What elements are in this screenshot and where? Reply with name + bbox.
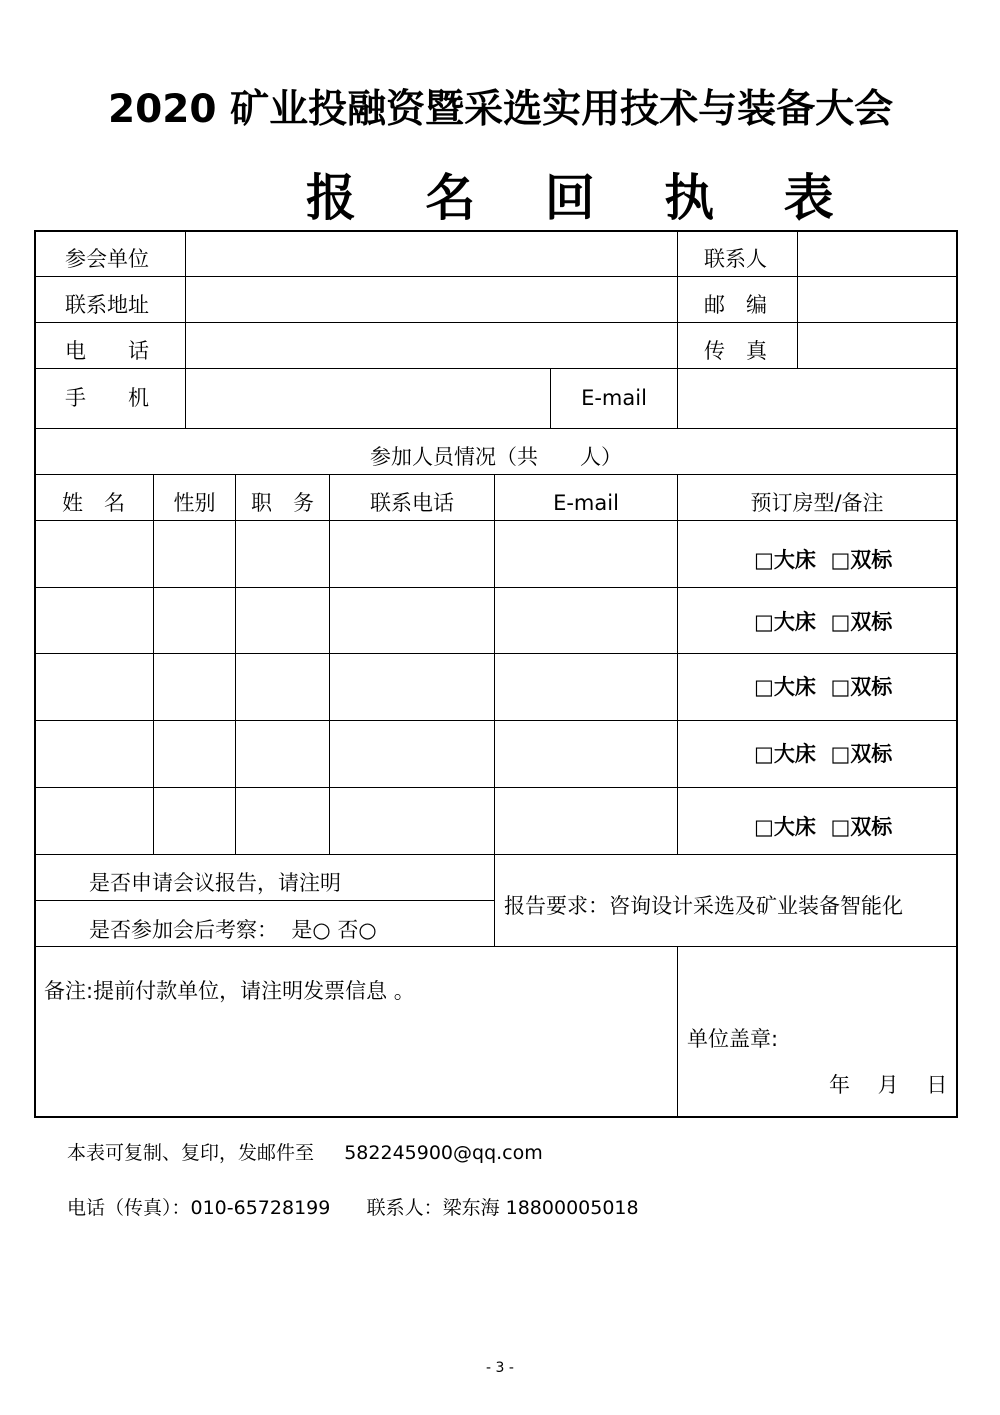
room-options xyxy=(754,742,892,766)
report-requirement: 报告要求：咨询设计采选及矿业装备智能化 xyxy=(504,894,903,918)
room-options xyxy=(754,815,892,839)
room-options xyxy=(754,675,892,699)
footer-copy-line xyxy=(67,1138,543,1165)
page-number: - 3 - xyxy=(486,1360,514,1376)
twin-label: 双标 xyxy=(850,815,893,839)
tour-label: 是否参加会后考察： xyxy=(89,918,278,942)
row-divider xyxy=(34,946,958,947)
king-checkbox[interactable]: □ xyxy=(754,610,774,634)
col-divider xyxy=(329,474,330,854)
border-bottom xyxy=(34,1116,958,1118)
unit-label: 参会单位 xyxy=(65,247,149,271)
page-title: 2020 矿业投融资暨采选实用技术与装备大会 xyxy=(108,87,894,132)
king-checkbox[interactable]: □ xyxy=(754,548,774,572)
remarks-text: 备注:提前付款单位，请注明发票信息 。 xyxy=(44,979,415,1003)
attendees-heading: 参加人员情况（共 人） xyxy=(370,445,622,469)
twin-label: 双标 xyxy=(850,675,893,699)
border-right xyxy=(956,230,958,1118)
row-divider xyxy=(34,653,958,654)
room-options xyxy=(754,548,892,572)
footer-phone: 电话（传真）：010-65728199 xyxy=(67,1197,331,1219)
unit-field[interactable] xyxy=(185,230,677,276)
fax-field[interactable] xyxy=(798,322,956,368)
seal-label: 单位盖章: xyxy=(687,1027,779,1051)
king-label: 大床 xyxy=(773,742,816,766)
king-label: 大床 xyxy=(773,675,816,699)
twin-checkbox[interactable]: □ xyxy=(830,675,851,699)
postcode-label: 邮 编 xyxy=(704,293,767,317)
footer-email-link[interactable]: 582245900@qq.com xyxy=(344,1142,543,1164)
form-title: 报 名 回 执 表 xyxy=(306,169,860,227)
mobile-field[interactable] xyxy=(185,368,550,428)
col-divider xyxy=(677,230,678,368)
phone-label: 电 话 xyxy=(65,339,149,363)
room-options xyxy=(754,610,892,634)
col-header-room: 预订房型/备注 xyxy=(750,491,884,515)
twin-checkbox[interactable]: □ xyxy=(830,742,851,766)
col-header-position: 职 务 xyxy=(251,491,314,515)
copy-note: 本表可复制、复印，发邮件至 xyxy=(67,1142,315,1164)
col-divider xyxy=(677,946,678,1118)
postcode-field[interactable] xyxy=(798,276,956,322)
king-checkbox[interactable]: □ xyxy=(754,675,774,699)
row-divider xyxy=(34,474,958,475)
twin-label: 双标 xyxy=(850,742,893,766)
tour-yes-radio[interactable]: 是○ xyxy=(291,918,331,942)
border-left xyxy=(34,230,36,1118)
col-divider xyxy=(677,474,678,854)
tour-question xyxy=(89,918,377,942)
footer-contact-line xyxy=(67,1193,639,1220)
col-divider xyxy=(235,474,236,854)
col-header-name: 姓 名 xyxy=(62,491,125,515)
twin-checkbox[interactable]: □ xyxy=(830,815,851,839)
col-header-gender: 性别 xyxy=(173,491,216,515)
email-field[interactable] xyxy=(678,368,956,428)
col-header-phone: 联系电话 xyxy=(370,491,454,515)
king-label: 大床 xyxy=(773,548,816,572)
contact-label: 联系人 xyxy=(704,247,767,271)
row-divider xyxy=(34,587,958,588)
king-label: 大床 xyxy=(773,610,816,634)
twin-checkbox[interactable]: □ xyxy=(830,610,851,634)
mobile-label: 手 机 xyxy=(65,386,149,410)
col-divider xyxy=(153,474,154,854)
twin-checkbox[interactable]: □ xyxy=(830,548,851,572)
phone-field[interactable] xyxy=(185,322,677,368)
date-label: 年 月 日 xyxy=(829,1073,948,1097)
row-divider xyxy=(34,520,958,521)
twin-label: 双标 xyxy=(850,548,893,572)
row-divider xyxy=(34,854,958,855)
registration-form xyxy=(34,230,958,1118)
address-field[interactable] xyxy=(185,276,677,322)
king-checkbox[interactable]: □ xyxy=(754,815,774,839)
col-header-email: E-mail xyxy=(553,491,619,515)
tour-no-radio[interactable]: 否○ xyxy=(337,918,377,942)
col-divider xyxy=(494,474,495,946)
king-label: 大床 xyxy=(773,815,816,839)
row-divider xyxy=(34,428,958,429)
king-checkbox[interactable]: □ xyxy=(754,742,774,766)
contact-field[interactable] xyxy=(798,230,956,276)
row-divider xyxy=(34,787,958,788)
row-divider xyxy=(34,900,494,901)
address-label: 联系地址 xyxy=(65,293,149,317)
footer-contact: 联系人：梁东海 18800005018 xyxy=(366,1197,639,1219)
twin-label: 双标 xyxy=(850,610,893,634)
row-divider xyxy=(34,720,958,721)
email-label: E-mail xyxy=(581,386,647,410)
report-apply-label: 是否申请会议报告，请注明 xyxy=(89,871,341,895)
fax-label: 传 真 xyxy=(704,339,767,363)
